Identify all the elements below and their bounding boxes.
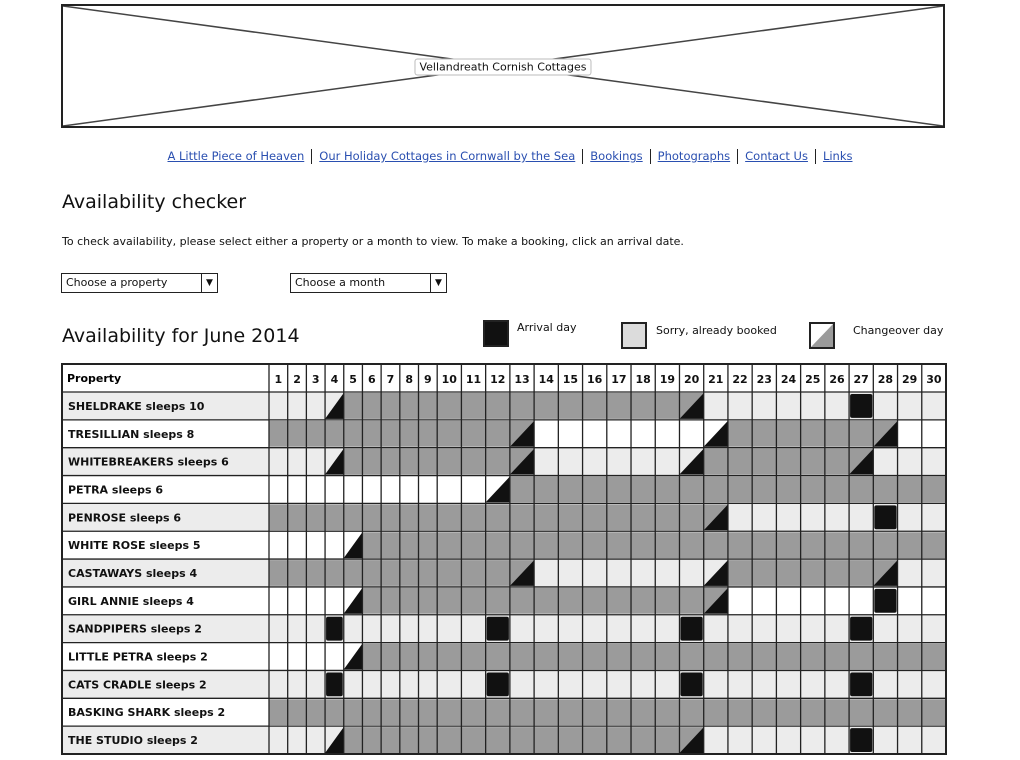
property-name[interactable]: LITTLE PETRA sleeps 2 [68, 650, 208, 664]
day-header: 3 [311, 373, 320, 386]
day-cell[interactable] [776, 392, 800, 420]
day-cell[interactable] [898, 420, 922, 448]
arrival-day-marker[interactable] [850, 728, 872, 752]
day-cell[interactable] [510, 670, 534, 698]
month-select[interactable] [290, 273, 447, 293]
day-cell[interactable] [288, 615, 307, 643]
day-cell[interactable] [898, 448, 922, 476]
booked-span [344, 588, 728, 614]
day-header: 6 [367, 373, 376, 386]
day-header: 17 [611, 373, 627, 386]
day-cell[interactable] [306, 476, 325, 504]
nav-divider [582, 149, 583, 164]
day-cell[interactable] [849, 503, 873, 531]
day-header: 4 [330, 373, 339, 386]
day-cell[interactable] [825, 392, 849, 420]
arrival-day-marker[interactable] [850, 394, 872, 418]
day-header: 2 [293, 373, 301, 386]
day-header: 25 [805, 373, 821, 386]
nav-divider [311, 149, 312, 164]
booked-span [325, 727, 704, 753]
day-cell[interactable] [655, 559, 679, 587]
day-header: 16 [587, 373, 603, 386]
day-cell[interactable] [873, 615, 897, 643]
day-cell[interactable] [437, 670, 461, 698]
day-cell[interactable] [704, 615, 728, 643]
day-cell[interactable] [679, 559, 703, 587]
nav-link-photographs[interactable]: Photographs [657, 149, 731, 163]
day-cell[interactable] [898, 503, 922, 531]
day-cell[interactable] [655, 615, 679, 643]
day-cell[interactable] [288, 726, 307, 754]
day-cell[interactable] [728, 615, 752, 643]
day-cell[interactable] [419, 476, 438, 504]
day-header: 29 [902, 373, 918, 386]
property-name[interactable]: CATS CRADLE sleeps 2 [68, 678, 207, 692]
booked-span [269, 504, 728, 530]
day-cell[interactable] [801, 503, 825, 531]
day-cell[interactable] [437, 615, 461, 643]
day-cell[interactable] [631, 615, 655, 643]
nav-divider [815, 149, 816, 164]
legend-arrival-swatch [483, 320, 509, 347]
month-select-value: Choose a month [295, 276, 386, 289]
day-header: 30 [926, 373, 942, 386]
day-cell[interactable] [655, 448, 679, 476]
day-cell[interactable] [288, 531, 307, 559]
legend-arrival-label: Arrival day [517, 321, 577, 334]
day-header: 11 [465, 373, 482, 386]
day-cell[interactable] [288, 392, 307, 420]
legend-changeover-label: Changeover day [853, 324, 944, 337]
day-cell[interactable] [679, 420, 703, 448]
day-cell[interactable] [306, 615, 325, 643]
header-banner [61, 4, 945, 128]
day-cell[interactable] [461, 476, 485, 504]
day-cell[interactable] [344, 670, 363, 698]
day-cell[interactable] [898, 615, 922, 643]
arrival-day-marker[interactable] [326, 617, 343, 641]
day-header: 19 [659, 373, 676, 386]
day-cell[interactable] [344, 615, 363, 643]
day-cell[interactable] [362, 615, 381, 643]
day-header: 14 [538, 373, 554, 386]
day-header: 12 [490, 373, 506, 386]
day-header: 8 [405, 373, 413, 386]
day-cell[interactable] [419, 615, 438, 643]
day-cell[interactable] [825, 615, 849, 643]
day-cell[interactable] [825, 670, 849, 698]
day-header: 23 [756, 373, 772, 386]
day-cell[interactable] [325, 587, 344, 615]
day-cell[interactable] [728, 670, 752, 698]
nav-link-holiday-cottages[interactable]: Our Holiday Cottages in Cornwall by the Sea [319, 149, 576, 163]
day-cell[interactable] [631, 670, 655, 698]
day-header: 13 [514, 373, 530, 386]
arrival-day-marker[interactable] [487, 672, 509, 696]
day-cell[interactable] [419, 670, 438, 698]
day-cell[interactable] [583, 559, 607, 587]
property-name[interactable]: PENROSE sleeps 6 [68, 511, 182, 525]
property-name[interactable]: PETRA sleeps 6 [68, 483, 164, 497]
day-cell[interactable] [607, 670, 631, 698]
day-cell[interactable] [534, 615, 558, 643]
nav-link-bookings[interactable]: Bookings [590, 149, 643, 163]
day-cell[interactable] [558, 615, 582, 643]
day-cell[interactable] [631, 420, 655, 448]
day-cell[interactable] [288, 448, 307, 476]
day-cell[interactable] [776, 670, 800, 698]
day-cell[interactable] [752, 503, 776, 531]
day-cell[interactable] [381, 476, 400, 504]
property-name[interactable]: SHELDRAKE sleeps 10 [68, 399, 205, 413]
day-header: 7 [386, 373, 395, 386]
day-cell[interactable] [607, 559, 631, 587]
day-cell[interactable] [752, 392, 776, 420]
site-logo-text: Vellandreath Cornish Cottages [414, 59, 591, 76]
day-cell[interactable] [534, 420, 558, 448]
day-header: 26 [829, 373, 845, 386]
day-header: 18 [635, 373, 651, 386]
day-cell[interactable] [534, 448, 558, 476]
day-cell[interactable] [269, 448, 288, 476]
day-header: 28 [877, 373, 894, 386]
booked-span [269, 699, 946, 725]
nav-divider [650, 149, 651, 164]
day-cell[interactable] [922, 587, 946, 615]
day-cell[interactable] [607, 420, 631, 448]
day-cell[interactable] [801, 726, 825, 754]
arrival-day-marker[interactable] [850, 672, 872, 696]
day-cell[interactable] [898, 726, 922, 754]
day-cell[interactable] [873, 670, 897, 698]
arrival-day-marker[interactable] [874, 589, 896, 613]
day-cell[interactable] [583, 615, 607, 643]
day-header: 27 [853, 373, 869, 386]
day-cell[interactable] [922, 448, 946, 476]
property-name[interactable]: TRESILLIAN sleeps 8 [68, 427, 195, 441]
booked-span [344, 532, 946, 558]
nav-link-contact-us[interactable]: Contact Us [745, 149, 808, 163]
day-cell[interactable] [381, 670, 400, 698]
day-cell[interactable] [728, 392, 752, 420]
nav-link-links[interactable]: Links [822, 149, 853, 163]
day-cell[interactable] [776, 615, 800, 643]
day-cell[interactable] [269, 615, 288, 643]
day-header: 15 [562, 373, 579, 386]
day-cell[interactable] [269, 476, 288, 504]
day-cell[interactable] [269, 670, 288, 698]
day-cell[interactable] [306, 587, 325, 615]
day-cell[interactable] [325, 476, 344, 504]
day-cell[interactable] [873, 726, 897, 754]
day-cell[interactable] [306, 448, 325, 476]
day-cell[interactable] [269, 726, 288, 754]
day-cell[interactable] [801, 587, 825, 615]
day-cell[interactable] [269, 531, 288, 559]
day-cell[interactable] [400, 670, 419, 698]
day-cell[interactable] [873, 392, 897, 420]
chevron-down-icon: ▼ [201, 274, 217, 292]
day-cell[interactable] [269, 587, 288, 615]
day-cell[interactable] [922, 559, 946, 587]
day-cell[interactable] [898, 670, 922, 698]
day-cell[interactable] [752, 726, 776, 754]
day-cell[interactable] [607, 448, 631, 476]
day-cell[interactable] [728, 726, 752, 754]
day-cell[interactable] [558, 670, 582, 698]
day-cell[interactable] [655, 420, 679, 448]
day-cell[interactable] [922, 503, 946, 531]
day-header: 22 [732, 373, 748, 386]
day-cell[interactable] [362, 476, 381, 504]
day-cell[interactable] [534, 670, 558, 698]
property-name[interactable]: WHITE ROSE sleeps 5 [68, 539, 201, 553]
day-cell[interactable] [922, 726, 946, 754]
arrival-day-marker[interactable] [874, 505, 896, 529]
day-cell[interactable] [325, 643, 344, 671]
day-header: 9 [424, 373, 432, 386]
day-cell[interactable] [801, 670, 825, 698]
day-header: 10 [441, 373, 457, 386]
day-cell[interactable] [825, 587, 849, 615]
page-title: Availability checker [62, 191, 247, 213]
day-cell[interactable] [558, 559, 582, 587]
day-cell[interactable] [631, 559, 655, 587]
booked-span [486, 477, 946, 503]
day-cell[interactable] [825, 726, 849, 754]
property-name[interactable]: WHITEBREAKERS sleeps 6 [68, 455, 229, 469]
day-cell[interactable] [704, 392, 728, 420]
legend-booked-swatch [621, 322, 647, 349]
day-header: 24 [780, 373, 797, 386]
day-cell[interactable] [704, 726, 728, 754]
day-cell[interactable] [437, 476, 461, 504]
day-cell[interactable] [776, 587, 800, 615]
day-cell[interactable] [873, 448, 897, 476]
booked-span [269, 560, 534, 586]
arrival-day-marker[interactable] [680, 617, 702, 641]
day-cell[interactable] [400, 615, 419, 643]
day-cell[interactable] [344, 476, 363, 504]
day-cell[interactable] [752, 615, 776, 643]
legend-changeover-swatch [809, 322, 835, 349]
legend-booked-label: Sorry, already booked [656, 324, 777, 337]
property-name[interactable]: BASKING SHARK sleeps 2 [68, 706, 226, 720]
day-cell[interactable] [269, 643, 288, 671]
day-cell[interactable] [898, 392, 922, 420]
day-cell[interactable] [583, 448, 607, 476]
changeover-triangle-icon [811, 324, 833, 347]
property-name[interactable]: CASTAWAYS sleeps 4 [68, 567, 198, 580]
day-cell[interactable] [306, 726, 325, 754]
day-header: 1 [274, 373, 283, 386]
day-cell[interactable] [801, 392, 825, 420]
day-cell[interactable] [269, 392, 288, 420]
day-cell[interactable] [583, 670, 607, 698]
property-name[interactable]: GIRL ANNIE sleeps 4 [68, 594, 194, 608]
day-cell[interactable] [898, 587, 922, 615]
day-cell[interactable] [631, 448, 655, 476]
instructions-text: To check availability, please select either a property or a month to view. To make a booking, click an arrival date. [62, 235, 684, 248]
day-cell[interactable] [461, 670, 485, 698]
day-cell[interactable] [922, 615, 946, 643]
booked-span [269, 421, 534, 447]
availability-grid [61, 363, 947, 755]
day-cell[interactable] [801, 615, 825, 643]
nav-link-little-piece-of-heaven[interactable]: A Little Piece of Heaven [167, 149, 305, 163]
arrival-day-marker[interactable] [487, 617, 509, 641]
day-cell[interactable] [898, 559, 922, 587]
day-cell[interactable] [558, 448, 582, 476]
day-cell[interactable] [728, 587, 752, 615]
arrival-day-marker[interactable] [680, 672, 702, 696]
day-cell[interactable] [510, 615, 534, 643]
day-cell[interactable] [306, 643, 325, 671]
day-cell[interactable] [825, 503, 849, 531]
main-nav [0, 149, 1020, 164]
arrival-day-marker[interactable] [326, 672, 343, 696]
day-cell[interactable] [922, 392, 946, 420]
day-header: 21 [708, 373, 724, 386]
day-cell[interactable] [306, 531, 325, 559]
day-cell[interactable] [728, 503, 752, 531]
day-cell[interactable] [776, 503, 800, 531]
day-cell[interactable] [752, 587, 776, 615]
day-cell[interactable] [325, 531, 344, 559]
day-cell[interactable] [306, 392, 325, 420]
booked-span [344, 644, 946, 670]
day-cell[interactable] [400, 476, 419, 504]
booked-span [325, 393, 704, 419]
day-cell[interactable] [558, 420, 582, 448]
day-header: 20 [683, 373, 700, 386]
chevron-down-icon: ▼ [430, 274, 446, 292]
day-cell[interactable] [655, 670, 679, 698]
day-cell[interactable] [534, 559, 558, 587]
property-select-value: Choose a property [66, 276, 168, 289]
day-cell[interactable] [306, 670, 325, 698]
day-cell[interactable] [288, 643, 307, 671]
availability-title: Availability for June 2014 [62, 325, 300, 347]
day-cell[interactable] [288, 587, 307, 615]
day-cell[interactable] [288, 476, 307, 504]
property-name[interactable]: SANDPIPERS sleeps 2 [68, 622, 202, 636]
day-cell[interactable] [776, 726, 800, 754]
day-cell[interactable] [362, 670, 381, 698]
day-cell[interactable] [704, 670, 728, 698]
nav-divider [737, 149, 738, 164]
day-cell[interactable] [288, 670, 307, 698]
day-cell[interactable] [752, 670, 776, 698]
day-cell[interactable] [583, 420, 607, 448]
day-cell[interactable] [381, 615, 400, 643]
day-cell[interactable] [922, 670, 946, 698]
property-name[interactable]: THE STUDIO sleeps 2 [68, 734, 198, 748]
day-cell[interactable] [922, 420, 946, 448]
booked-span [325, 449, 534, 475]
day-cell[interactable] [849, 587, 873, 615]
property-select[interactable] [61, 273, 218, 293]
day-cell[interactable] [461, 615, 485, 643]
property-column-header: Property [67, 372, 122, 385]
day-header: 5 [349, 373, 357, 386]
day-cell[interactable] [607, 615, 631, 643]
arrival-day-marker[interactable] [850, 617, 872, 641]
